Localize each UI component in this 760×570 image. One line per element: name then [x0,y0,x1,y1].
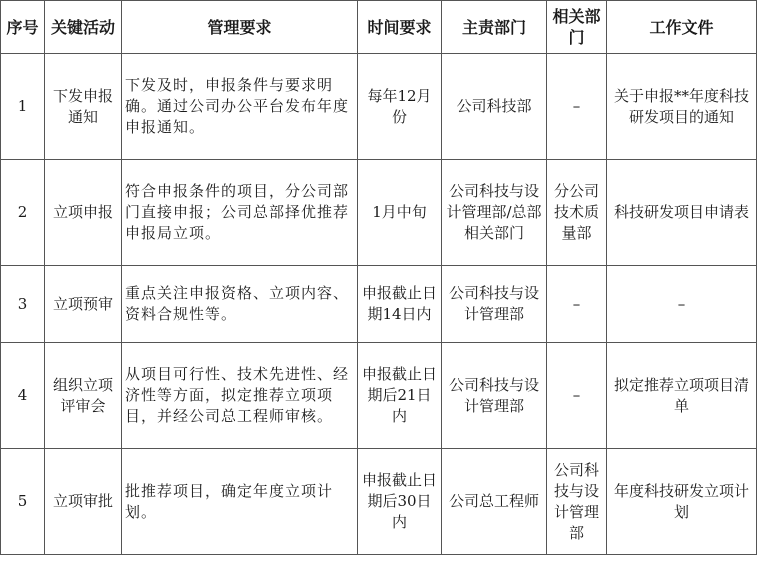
table-row [1,449,757,555]
cell-serial-no: 3 [1,266,45,343]
table-header-row [1,1,757,54]
cell-key-activity: 立项审批 [45,449,122,555]
cell-key-activity: 组织立项评审会 [45,343,122,449]
cell-time-requirement: 每年12月份 [358,54,442,160]
cell-management-requirement: 重点关注申报资格、立项内容、资料合规性等。 [122,266,358,343]
cell-time-requirement: 申报截止日期14日内 [358,266,442,343]
cell-related-department: – [547,343,607,449]
table-row [1,160,757,266]
cell-serial-no: 5 [1,449,45,555]
cell-work-document: 拟定推荐立项项目清单 [607,343,757,449]
cell-management-requirement: 批推荐项目，确定年度立项计划。 [122,449,358,555]
header-key-activity: 关键活动 [45,1,122,54]
header-related-department: 相关部门 [547,1,607,54]
cell-key-activity: 立项申报 [45,160,122,266]
cell-time-requirement: 1月中旬 [358,160,442,266]
cell-serial-no: 4 [1,343,45,449]
table-row [1,266,757,343]
header-work-document: 工作文件 [607,1,757,54]
cell-related-department: 分公司技术质量部 [547,160,607,266]
cell-lead-department: 公司科技与设计管理部 [442,266,547,343]
cell-related-department: – [547,54,607,160]
cell-work-document: 科技研发项目申请表 [607,160,757,266]
cell-time-requirement: 申报截止日期后21日内 [358,343,442,449]
cell-time-requirement: 申报截止日期后30日内 [358,449,442,555]
cell-key-activity: 立项预审 [45,266,122,343]
cell-lead-department: 公司科技与设计管理部/总部相关部门 [442,160,547,266]
header-management-requirement: 管理要求 [122,1,358,54]
cell-related-department: – [547,266,607,343]
cell-serial-no: 1 [1,54,45,160]
table-row [1,54,757,160]
cell-lead-department: 公司科技部 [442,54,547,160]
cell-serial-no: 2 [1,160,45,266]
cell-work-document: – [607,266,757,343]
header-lead-department: 主责部门 [442,1,547,54]
cell-management-requirement: 从项目可行性、技术先进性、经济性等方面，拟定推荐立项项目，并经公司总工程师审核。 [122,343,358,449]
cell-work-document: 关于申报**年度科技研发项目的通知 [607,54,757,160]
header-serial-no: 序号 [1,1,45,54]
cell-work-document: 年度科技研发立项计划 [607,449,757,555]
cell-management-requirement: 符合申报条件的项目，分公司部门直接申报；公司总部择优推荐申报局立项。 [122,160,358,266]
cell-management-requirement: 下发及时，申报条件与要求明确。通过公司办公平台发布年度申报通知。 [122,54,358,160]
cell-lead-department: 公司总工程师 [442,449,547,555]
header-time-requirement: 时间要求 [358,1,442,54]
cell-key-activity: 下发申报通知 [45,54,122,160]
table-row [1,343,757,449]
cell-related-department: 公司科技与设计管理部 [547,449,607,555]
cell-lead-department: 公司科技与设计管理部 [442,343,547,449]
